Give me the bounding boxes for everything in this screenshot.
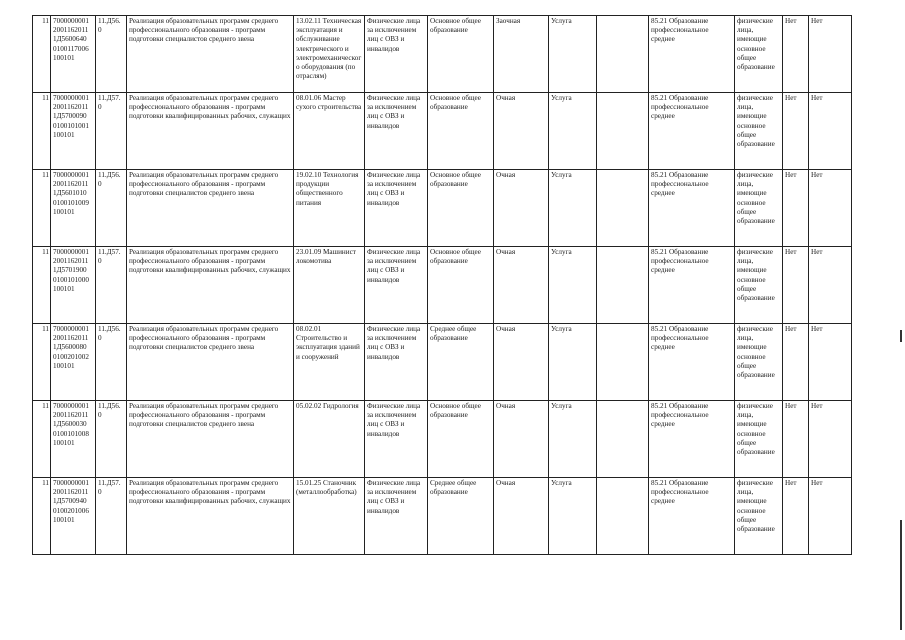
specialty-cell: 13.02.11 Техническая эксплуатация и обслуживание электрического и электромеханического оборудования (по отраслям)	[294, 16, 365, 93]
flag2-cell: Нет	[809, 478, 852, 555]
empty-cell	[597, 16, 649, 93]
row-number-cell: 11	[33, 247, 51, 324]
table-row	[33, 16, 852, 93]
flag1-cell: Нет	[783, 16, 809, 93]
specialty-cell: 19.02.10 Технология продукции общественного питания	[294, 170, 365, 247]
program-cell: Реализация образовательных программ среднего профессионального образования - программ подготовки специалистов среднего звена	[127, 324, 294, 401]
category-cell: Физические лица за исключением лиц с ОВЗ и инвалидов	[365, 93, 428, 170]
table-row	[33, 170, 852, 247]
registry-code-cell: 7000000001 2001162011 1Д5600080 0100201002 100101	[51, 324, 96, 401]
base-education-cell: Основное общее образование	[428, 93, 494, 170]
kbk-cell: 11.Д56.0	[96, 401, 127, 478]
okved-cell: 85.21 Образование профессиональное среднее	[649, 478, 735, 555]
type-cell: Услуга	[549, 401, 597, 478]
scan-edge-mark	[900, 330, 902, 342]
row-number-cell: 11	[33, 16, 51, 93]
type-cell: Услуга	[549, 170, 597, 247]
kbk-cell: 11.Д57.0	[96, 93, 127, 170]
row-number-cell: 11	[33, 401, 51, 478]
registry-code-cell: 7000000001 2001162011 1Д5600030 0100101008 100101	[51, 401, 96, 478]
registry-code-cell: 7000000001 2001162011 1Д5700090 0100101001 100101	[51, 93, 96, 170]
type-cell: Услуга	[549, 93, 597, 170]
row-number-cell: 11	[33, 324, 51, 401]
flag1-cell: Нет	[783, 170, 809, 247]
type-cell: Услуга	[549, 324, 597, 401]
base-education-cell: Основное общее образование	[428, 247, 494, 324]
kbk-cell: 11.Д57.0	[96, 478, 127, 555]
table-row	[33, 478, 852, 555]
program-cell: Реализация образовательных программ среднего профессионального образования - программ подготовки квалифицированных рабочих, служащих	[127, 247, 294, 324]
row-number-cell: 11	[33, 170, 51, 247]
empty-cell	[597, 247, 649, 324]
specialty-cell: 08.02.01 Строительство и эксплуатация зданий и сооружений	[294, 324, 365, 401]
scan-edge-mark	[900, 520, 902, 630]
table-row	[33, 324, 852, 401]
category-cell: Физические лица за исключением лиц с ОВЗ и инвалидов	[365, 401, 428, 478]
category-cell: Физические лица за исключением лиц с ОВЗ и инвалидов	[365, 16, 428, 93]
flag2-cell: Нет	[809, 93, 852, 170]
form-cell: Очная	[494, 93, 549, 170]
specialty-cell: 05.02.02 Гидрология	[294, 401, 365, 478]
kbk-cell: 11.Д56.0	[96, 16, 127, 93]
flag2-cell: Нет	[809, 170, 852, 247]
flag2-cell: Нет	[809, 16, 852, 93]
category-cell: Физические лица за исключением лиц с ОВЗ и инвалидов	[365, 478, 428, 555]
empty-cell	[597, 401, 649, 478]
okved-cell: 85.21 Образование профессиональное среднее	[649, 170, 735, 247]
empty-cell	[597, 478, 649, 555]
kbk-cell: 11.Д56.0	[96, 324, 127, 401]
flag2-cell: Нет	[809, 247, 852, 324]
consumers-cell: физические лица, имеющие основное общее образование	[735, 478, 783, 555]
form-cell: Очная	[494, 478, 549, 555]
consumers-cell: физические лица, имеющие основное общее образование	[735, 247, 783, 324]
base-education-cell: Основное общее образование	[428, 16, 494, 93]
registry-code-cell: 7000000001 2001162011 1Д5700940 0100201006 100101	[51, 478, 96, 555]
form-cell: Заочная	[494, 16, 549, 93]
category-cell: Физические лица за исключением лиц с ОВЗ и инвалидов	[365, 247, 428, 324]
program-cell: Реализация образовательных программ среднего профессионального образования - программ подготовки специалистов среднего звена	[127, 16, 294, 93]
okved-cell: 85.21 Образование профессиональное среднее	[649, 16, 735, 93]
specialty-cell: 15.01.25 Станочник (металлообработка)	[294, 478, 365, 555]
okved-cell: 85.21 Образование профессиональное среднее	[649, 324, 735, 401]
specialty-cell: 08.01.06 Мастер сухого строительства	[294, 93, 365, 170]
form-cell: Очная	[494, 324, 549, 401]
kbk-cell: 11.Д57.0	[96, 247, 127, 324]
category-cell: Физические лица за исключением лиц с ОВЗ и инвалидов	[365, 324, 428, 401]
registry-table	[32, 15, 852, 555]
registry-code-cell: 7000000001 2001162011 1Д5601010 0100101009 100101	[51, 170, 96, 247]
okved-cell: 85.21 Образование профессиональное среднее	[649, 93, 735, 170]
consumers-cell: физические лица, имеющие основное общее образование	[735, 93, 783, 170]
base-education-cell: Основное общее образование	[428, 401, 494, 478]
program-cell: Реализация образовательных программ среднего профессионального образования - программ подготовки специалистов среднего звена	[127, 401, 294, 478]
form-cell: Очная	[494, 170, 549, 247]
consumers-cell: физические лица, имеющие основное общее образование	[735, 324, 783, 401]
program-cell: Реализация образовательных программ среднего профессионального образования - программ подготовки квалифицированных рабочих, служащих	[127, 478, 294, 555]
flag2-cell: Нет	[809, 401, 852, 478]
program-cell: Реализация образовательных программ среднего профессионального образования - программ подготовки специалистов среднего звена	[127, 170, 294, 247]
table-row	[33, 247, 852, 324]
flag1-cell: Нет	[783, 247, 809, 324]
form-cell: Очная	[494, 247, 549, 324]
type-cell: Услуга	[549, 247, 597, 324]
kbk-cell: 11.Д56.0	[96, 170, 127, 247]
type-cell: Услуга	[549, 16, 597, 93]
registry-code-cell: 7000000001 2001162011 1Д5701900 0100101000 100101	[51, 247, 96, 324]
type-cell: Услуга	[549, 478, 597, 555]
flag1-cell: Нет	[783, 93, 809, 170]
specialty-cell: 23.01.09 Машинист локомотива	[294, 247, 365, 324]
table-row	[33, 401, 852, 478]
base-education-cell: Среднее общее образование	[428, 324, 494, 401]
row-number-cell: 11	[33, 478, 51, 555]
okved-cell: 85.21 Образование профессиональное среднее	[649, 247, 735, 324]
consumers-cell: физические лица, имеющие основное общее образование	[735, 401, 783, 478]
table-row	[33, 93, 852, 170]
flag1-cell: Нет	[783, 401, 809, 478]
flag1-cell: Нет	[783, 324, 809, 401]
flag2-cell: Нет	[809, 324, 852, 401]
category-cell: Физические лица за исключением лиц с ОВЗ и инвалидов	[365, 170, 428, 247]
okved-cell: 85.21 Образование профессиональное среднее	[649, 401, 735, 478]
consumers-cell: физические лица, имеющие основное общее образование	[735, 16, 783, 93]
empty-cell	[597, 324, 649, 401]
empty-cell	[597, 93, 649, 170]
registry-code-cell: 7000000001 2001162011 1Д5600640 0100117006 100101	[51, 16, 96, 93]
base-education-cell: Основное общее образование	[428, 170, 494, 247]
program-cell: Реализация образовательных программ среднего профессионального образования - программ подготовки квалифицированных рабочих, служащих	[127, 93, 294, 170]
consumers-cell: физические лица, имеющие основное общее образование	[735, 170, 783, 247]
row-number-cell: 11	[33, 93, 51, 170]
form-cell: Очная	[494, 401, 549, 478]
flag1-cell: Нет	[783, 478, 809, 555]
empty-cell	[597, 170, 649, 247]
base-education-cell: Среднее общее образование	[428, 478, 494, 555]
